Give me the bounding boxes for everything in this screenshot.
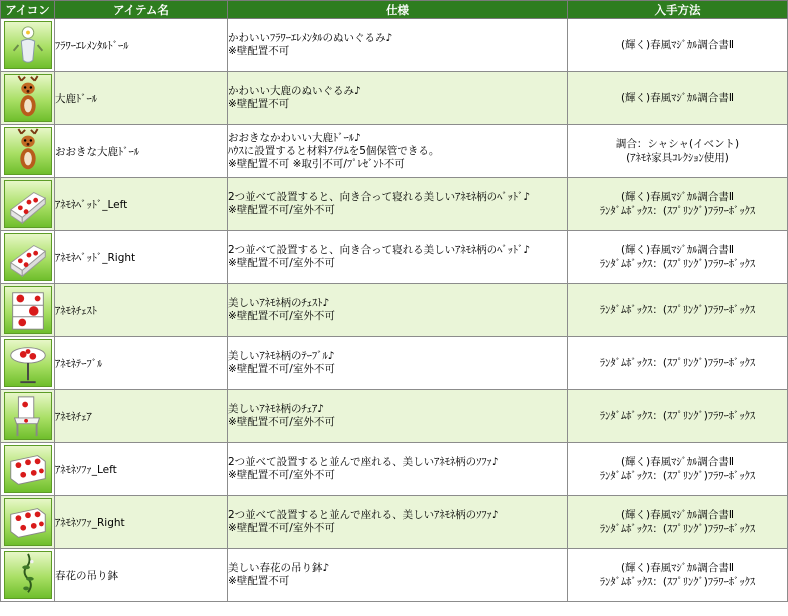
item-spec <box>228 72 568 125</box>
spec-line: 美しい春花の吊り鉢♪ <box>228 562 330 574</box>
how-line: ﾗﾝﾀﾞﾑﾎﾞｯｸｽ：(ｽﾌﾟﾘﾝｸﾞ)ﾌﾗﾜｰﾎﾞｯｸｽ <box>599 576 756 588</box>
spec-line: 2つ並べて設置すると、向き合って寝れる美しいｱﾈﾓﾈ柄のﾍﾞｯﾄﾞ♪ <box>228 191 531 203</box>
how-line: (ｱﾈﾓﾈ家具ｺﾚｸｼｮﾝ使用) <box>626 152 729 164</box>
spec-line: かわいい大鹿のぬいぐるみ♪ <box>228 85 361 97</box>
item-name: ｱﾈﾓﾈﾃｰﾌﾞﾙ <box>55 337 228 390</box>
anemone-bed-right-icon <box>4 233 52 281</box>
spec-line: ※壁配置不可/室外不可 <box>228 257 335 269</box>
how-line: ﾗﾝﾀﾞﾑﾎﾞｯｸｽ：(ｽﾌﾟﾘﾝｸﾞ)ﾌﾗﾜｰﾎﾞｯｸｽ <box>599 205 756 217</box>
item-how-to-get <box>568 19 788 72</box>
spec-line: ※壁配置不可 <box>228 98 290 110</box>
item-how-to-get <box>568 125 788 178</box>
item-spec <box>228 125 568 178</box>
icon-cell <box>1 72 55 125</box>
how-line: (輝く)春風ﾏｼﾞｶﾙ調合書Ⅱ <box>620 39 735 51</box>
icon-cell <box>1 19 55 72</box>
item-spec <box>228 496 568 549</box>
spec-line: 2つ並べて設置すると並んで座れる、美しいｱﾈﾓﾈ柄のｿﾌｧ♪ <box>228 456 499 468</box>
spec-line: ※壁配置不可/室外不可 <box>228 310 335 322</box>
spec-line: 美しいｱﾈﾓﾈ柄のﾃｰﾌﾞﾙ♪ <box>228 350 335 362</box>
table-row <box>1 443 788 496</box>
anemone-chair-icon <box>4 392 52 440</box>
how-line: ﾗﾝﾀﾞﾑﾎﾞｯｸｽ：(ｽﾌﾟﾘﾝｸﾞ)ﾌﾗﾜｰﾎﾞｯｸｽ <box>599 410 756 422</box>
anemone-sofa-left-icon <box>4 445 52 493</box>
item-name: ｱﾈﾓﾈｿﾌｧ_Right <box>55 496 228 549</box>
spec-line: ※壁配置不可/室外不可 <box>228 204 335 216</box>
anemone-sofa-right-icon <box>4 498 52 546</box>
big-deer-doll-icon <box>4 127 52 175</box>
how-line: (輝く)春風ﾏｼﾞｶﾙ調合書Ⅱ <box>620 92 735 104</box>
icon-cell <box>1 125 55 178</box>
icon-cell <box>1 178 55 231</box>
table-row <box>1 125 788 178</box>
item-spec <box>228 19 568 72</box>
how-line: (輝く)春風ﾏｼﾞｶﾙ調合書Ⅱ <box>620 456 735 468</box>
item-how-to-get <box>568 390 788 443</box>
spec-line: ﾊｳｽに設置すると材料ｱｲﾃﾑを5個保管できる。 <box>228 144 440 157</box>
icon-cell <box>1 284 55 337</box>
table-row <box>1 390 788 443</box>
spec-line: ※壁配置不可/室外不可 <box>228 416 335 428</box>
item-how-to-get <box>568 337 788 390</box>
spec-line: 美しいｱﾈﾓﾈ柄のﾁｪｱ♪ <box>228 403 324 415</box>
how-line: ﾗﾝﾀﾞﾑﾎﾞｯｸｽ：(ｽﾌﾟﾘﾝｸﾞ)ﾌﾗﾜｰﾎﾞｯｸｽ <box>599 357 756 369</box>
item-how-to-get <box>568 443 788 496</box>
header-icon: アイコン <box>1 1 55 19</box>
item-how-to-get <box>568 178 788 231</box>
icon-cell <box>1 231 55 284</box>
anemone-chest-icon <box>4 286 52 334</box>
how-line: ﾗﾝﾀﾞﾑﾎﾞｯｸｽ：(ｽﾌﾟﾘﾝｸﾞ)ﾌﾗﾜｰﾎﾞｯｸｽ <box>599 470 756 482</box>
hanging-flower-pot-icon <box>4 551 52 599</box>
spec-line: ※壁配置不可 ※取引不可/ﾌﾟﾚｾﾞﾝﾄ不可 <box>228 157 405 170</box>
how-line: 調合：シャシャ(イベント) <box>615 138 740 150</box>
item-how-to-get <box>568 496 788 549</box>
item-how-to-get <box>568 231 788 284</box>
item-spec <box>228 231 568 284</box>
item-name: ｱﾈﾓﾈﾁｪｽﾄ <box>55 284 228 337</box>
table-row <box>1 231 788 284</box>
table-row <box>1 284 788 337</box>
item-spec <box>228 390 568 443</box>
how-line: ﾗﾝﾀﾞﾑﾎﾞｯｸｽ：(ｽﾌﾟﾘﾝｸﾞ)ﾌﾗﾜｰﾎﾞｯｸｽ <box>599 304 756 316</box>
table-row <box>1 19 788 72</box>
item-spec <box>228 178 568 231</box>
icon-cell <box>1 443 55 496</box>
item-how-to-get <box>568 549 788 602</box>
item-how-to-get <box>568 284 788 337</box>
spec-line: ※壁配置不可/室外不可 <box>228 522 335 534</box>
item-spec <box>228 284 568 337</box>
table-row <box>1 337 788 390</box>
item-name: ｱﾈﾓﾈｿﾌｧ_Left <box>55 443 228 496</box>
how-line: (輝く)春風ﾏｼﾞｶﾙ調合書Ⅱ <box>620 244 735 256</box>
how-line: (輝く)春風ﾏｼﾞｶﾙ調合書Ⅱ <box>620 562 735 574</box>
spec-line: 2つ並べて設置すると、向き合って寝れる美しいｱﾈﾓﾈ柄のﾍﾞｯﾄﾞ♪ <box>228 244 531 256</box>
icon-cell <box>1 549 55 602</box>
item-name: 春花の吊り鉢 <box>55 549 228 602</box>
icon-cell <box>1 390 55 443</box>
how-line: (輝く)春風ﾏｼﾞｶﾙ調合書Ⅱ <box>620 509 735 521</box>
item-name: ｱﾈﾓﾈﾍﾞｯﾄﾞ_Left <box>55 178 228 231</box>
spec-line: ※壁配置不可 <box>228 45 290 57</box>
item-name: おおきな大鹿ﾄﾞｰﾙ <box>55 125 228 178</box>
icon-cell <box>1 337 55 390</box>
spec-line: 美しいｱﾈﾓﾈ柄のﾁｪｽﾄ♪ <box>228 297 330 309</box>
deer-doll-icon <box>4 74 52 122</box>
item-spec <box>228 443 568 496</box>
anemone-table-icon <box>4 339 52 387</box>
spec-line: ※壁配置不可/室外不可 <box>228 469 335 481</box>
spec-line: おおきなかわいい大鹿ﾄﾞｰﾙ♪ <box>228 131 361 144</box>
item-spec <box>228 549 568 602</box>
table-row <box>1 72 788 125</box>
table-row <box>1 178 788 231</box>
header-spec: 仕様 <box>228 1 568 19</box>
table-header-row <box>1 1 788 19</box>
spec-line: 2つ並べて設置すると並んで座れる、美しいｱﾈﾓﾈ柄のｿﾌｧ♪ <box>228 509 499 521</box>
spec-line: ※壁配置不可 <box>228 575 290 587</box>
icon-cell <box>1 496 55 549</box>
item-name: 大鹿ﾄﾞｰﾙ <box>55 72 228 125</box>
item-name: ﾌﾗﾜｰｴﾚﾒﾝﾀﾙﾄﾞｰﾙ <box>55 19 228 72</box>
spec-line: ※壁配置不可/室外不可 <box>228 363 335 375</box>
table-row <box>1 549 788 602</box>
how-line: ﾗﾝﾀﾞﾑﾎﾞｯｸｽ：(ｽﾌﾟﾘﾝｸﾞ)ﾌﾗﾜｰﾎﾞｯｸｽ <box>599 258 756 270</box>
anemone-bed-left-icon <box>4 180 52 228</box>
table-row <box>1 496 788 549</box>
item-name: ｱﾈﾓﾈﾁｪｱ <box>55 390 228 443</box>
item-spec <box>228 337 568 390</box>
doll-flower-icon <box>4 21 52 69</box>
header-how-to-get: 入手方法 <box>568 1 788 19</box>
item-name: ｱﾈﾓﾈﾍﾞｯﾄﾞ_Right <box>55 231 228 284</box>
how-line: ﾗﾝﾀﾞﾑﾎﾞｯｸｽ：(ｽﾌﾟﾘﾝｸﾞ)ﾌﾗﾜｰﾎﾞｯｸｽ <box>599 523 756 535</box>
item-how-to-get <box>568 72 788 125</box>
how-line: (輝く)春風ﾏｼﾞｶﾙ調合書Ⅱ <box>620 191 735 203</box>
spec-line: かわいいﾌﾗﾜｰｴﾚﾒﾝﾀﾙのぬいぐるみ♪ <box>228 32 393 44</box>
header-item-name: アイテム名 <box>55 1 228 19</box>
